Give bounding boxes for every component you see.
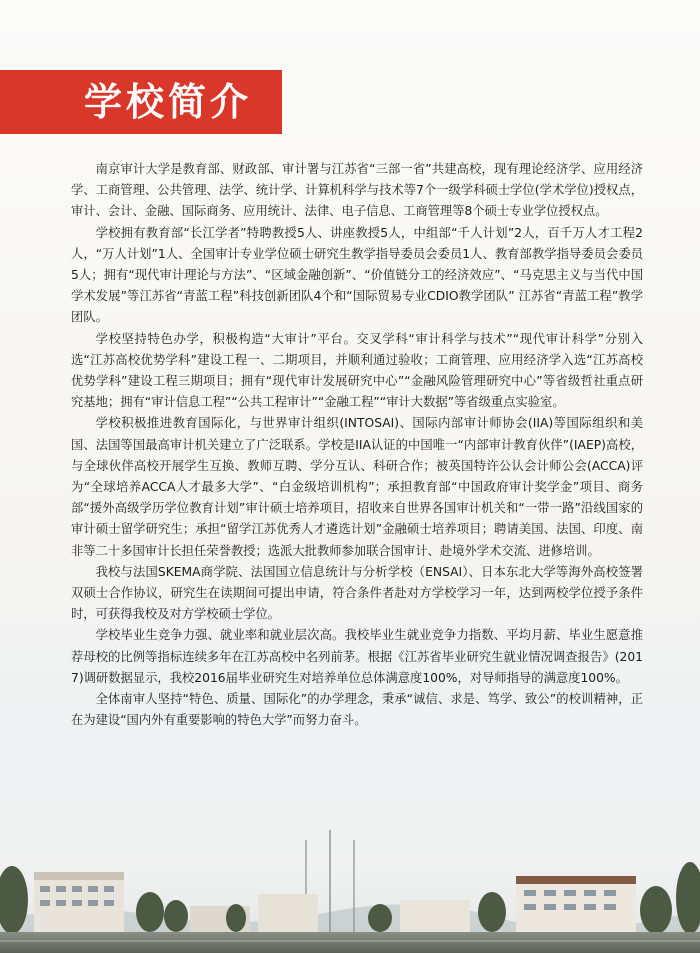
paragraph: 学校坚持特色办学，积极构造“大审计”平台。交叉学科“审计科学与技术”“现代审计科学”分别入选“江苏高校优势学科”建设工程一、二期项目，并顺利通过验收；工商管理、应用经济学入选“江苏高校优势学科”建设工程三期项目；拥有“现代审计发展研究中心”“金融风险管理研究中心”等省级哲社重点研究基地；拥有“审计信息工程”“公共工程审计”“金融工程”“审计大数据”等省级重点实验室。 [71,331,643,410]
page-title: 学校简介 [84,80,253,124]
paragraph: 我校与法国SKEMA商学院、法国国立信息统计与分析学校（ENSAI）、日本东北大学等海外高校签署双硕士合作协议，研究生在读期间可提出申请，符合条件者赴对方学校学习一年，达到两校学位授予条件时，可获得我校及对方学校硕士学位。 [71,564,643,622]
campus-photo [0,820,700,953]
paragraph: 学校积极推进教育国际化，与世界审计组织(INTOSAI)、国际内部审计师协会(IIA)等国际组织和美国、法国等国最高审计机关建立了广泛联系。学校是IIA认证的中国唯一“内部审计教育伙伴”(IAEP)高校，与全球伙伴高校开展学生互换、教师互聘、学分互认、科研合作；被英国特许公认会计师公会(ACCA)评为“全球培养ACCA人才最多大学”、“白金级培训机构”；承担教育部“中国政府审计奖学金”项目、商务部“援外高级学历学位教育计划”审计硕士培养项目，招收来自世界各国审计机关和“一带一路”沿线国家的审计硕士留学研究生；承担“留学江苏优秀人才遴选计划”金融硕士培养项目；聘请美国、法国、印度、南非等二十多国审计长担任荣誉教授；选派大批教师参加联合国审计、赴境外学术交流、进修培训。 [71,416,643,558]
paragraph: 学校拥有教育部“长江学者”特聘教授5人、讲座教授5人，中组部“千人计划”2人，百千万人才工程2人，“万人计划”1人、全国审计专业学位硕士研究生教学指导委员会委员1人、教育部教学指导委员会委员5人；拥有“现代审计理论与方法”、“区域金融创新”、“价值链分工的经济效应”、“马克思主义与当代中国学术发展”等江苏省“青蓝工程”科技创新团队4个和“国际贸易专业CDIO教学团队” 江苏省“青蓝工程”教学团队。 [71,225,643,325]
paragraph: 学校毕业生竞争力强、就业率和就业层次高。我校毕业生就业竞争力指数、平均月薪、毕业生愿意推荐母校的比例等指标连续多年在江苏高校中名列前茅。根据《江苏省毕业研究生就业情况调查报告》(2017)调研数据显示，我校2016届毕业研究生对培养单位总体满意度100%，对导师指导的满意度100%。 [71,628,643,685]
paragraph: 南京审计大学是教育部、财政部、审计署与江苏省“三部一省”共建高校，现有理论经济学、应用经济学、工商管理、公共管理、法学、统计学、计算机科学与技术等7个一级学科硕士学位(学术学位)授权点，审计、会计、金融、国际商务、应用统计、法律、电子信息、工商管理等8个硕士专业学位授权点。 [71,162,643,219]
introduction-text [71,159,643,731]
paragraph: 全体南审人坚持“特色、质量、国际化”的办学理念，秉承“诚信、求是、笃学、致公”的校训精神，正在为建设“国内外有重要影响的特色大学”而努力奋斗。 [71,692,643,728]
